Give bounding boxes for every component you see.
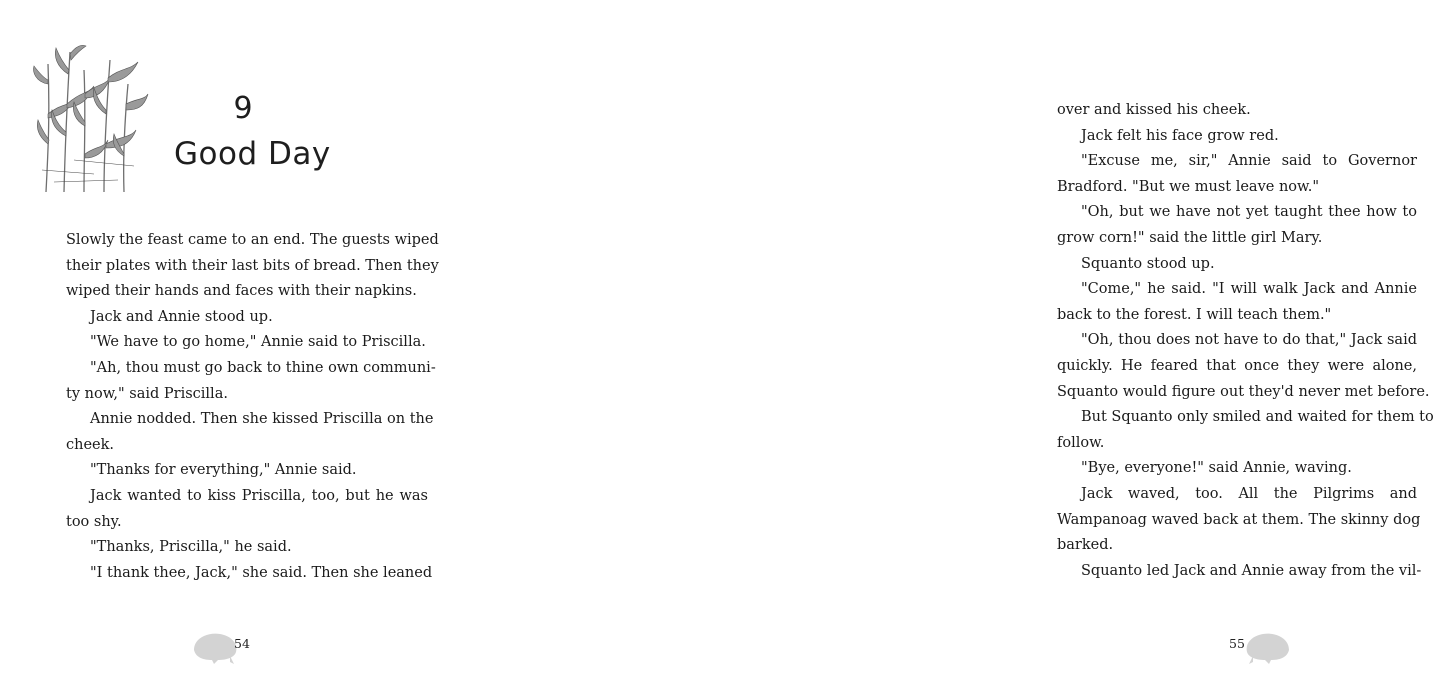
chapter-number: 9 — [233, 91, 253, 126]
text-line: Jack felt his face grow red. — [1081, 127, 1279, 144]
right-page — [494, 0, 1434, 683]
text-line: over and kissed his cheek. — [1057, 102, 1251, 118]
text-line: Jack wanted to kiss Priscilla, too, but he was — [90, 487, 428, 504]
text-line: ty now," said Priscilla. — [66, 385, 228, 402]
text-line: "Thanks, Priscilla," he said. — [90, 539, 292, 556]
text-line: cheek. — [66, 436, 115, 453]
text-line: "Thanks for everything," Annie said. — [90, 462, 357, 479]
page-number: 55 — [1229, 636, 1245, 651]
corn-stalks-illustration — [34, 44, 150, 194]
text-line: Squanto would figure out they'd never met before. — [1057, 383, 1430, 400]
text-line: Slowly the feast came to an end. The guests wiped — [66, 232, 439, 248]
text-line: barked. — [1057, 537, 1114, 554]
page-number: 54 — [234, 636, 250, 651]
text-line: wiped their hands and faces with their napkins. — [66, 283, 417, 300]
text-line: "Bye, everyone!" said Annie, waving. — [1081, 460, 1352, 477]
chapter-title: Good Day — [174, 136, 331, 172]
left-page — [0, 0, 493, 683]
right-page-footer — [1229, 628, 1299, 666]
text-line: Squanto stood up. — [1081, 255, 1215, 272]
text-line: Wampanoag waved back at them. The skinny dog — [1057, 511, 1421, 528]
text-line: "Come," he said. "I will walk Jack and Annie — [1081, 281, 1417, 298]
text-line: "Excuse me, sir," Annie said to Governor — [1081, 153, 1417, 170]
left-page-text — [66, 228, 439, 586]
text-line: their plates with their last bits of bread. Then they — [66, 257, 439, 274]
text-line: Jack waved, too. All the Pilgrims and — [1081, 485, 1417, 502]
text-line: follow. — [1057, 434, 1105, 451]
text-line: Annie nodded. Then she kissed Priscilla on the — [90, 411, 434, 428]
text-line: "We have to go home," Annie said to Priscilla. — [90, 334, 426, 351]
text-line: grow corn!" said the little girl Mary. — [1057, 229, 1323, 246]
text-line: Squanto led Jack and Annie away from the vil- — [1081, 562, 1422, 579]
text-line: "I thank thee, Jack," she said. Then she leaned — [90, 564, 433, 581]
text-line: But Squanto only smiled and waited for them to — [1081, 409, 1434, 426]
right-page-text — [1057, 98, 1434, 584]
text-line: back to the forest. I will teach them." — [1057, 306, 1332, 323]
text-line: "Ah, thou must go back to thine own communi- — [90, 359, 436, 376]
left-page-footer — [190, 628, 250, 666]
hedgehog-icon — [190, 628, 240, 666]
text-line: "Oh, but we have not yet taught thee how to — [1081, 204, 1417, 221]
text-line: "Oh, thou does not have to do that," Jack said — [1081, 332, 1417, 349]
text-line: too shy. — [66, 513, 122, 530]
text-line: quickly. He feared that once they were alone, — [1057, 357, 1417, 374]
hedgehog-icon — [1243, 628, 1293, 666]
text-line: Jack and Annie stood up. — [90, 308, 273, 325]
text-line: Bradford. "But we must leave now." — [1057, 178, 1319, 195]
